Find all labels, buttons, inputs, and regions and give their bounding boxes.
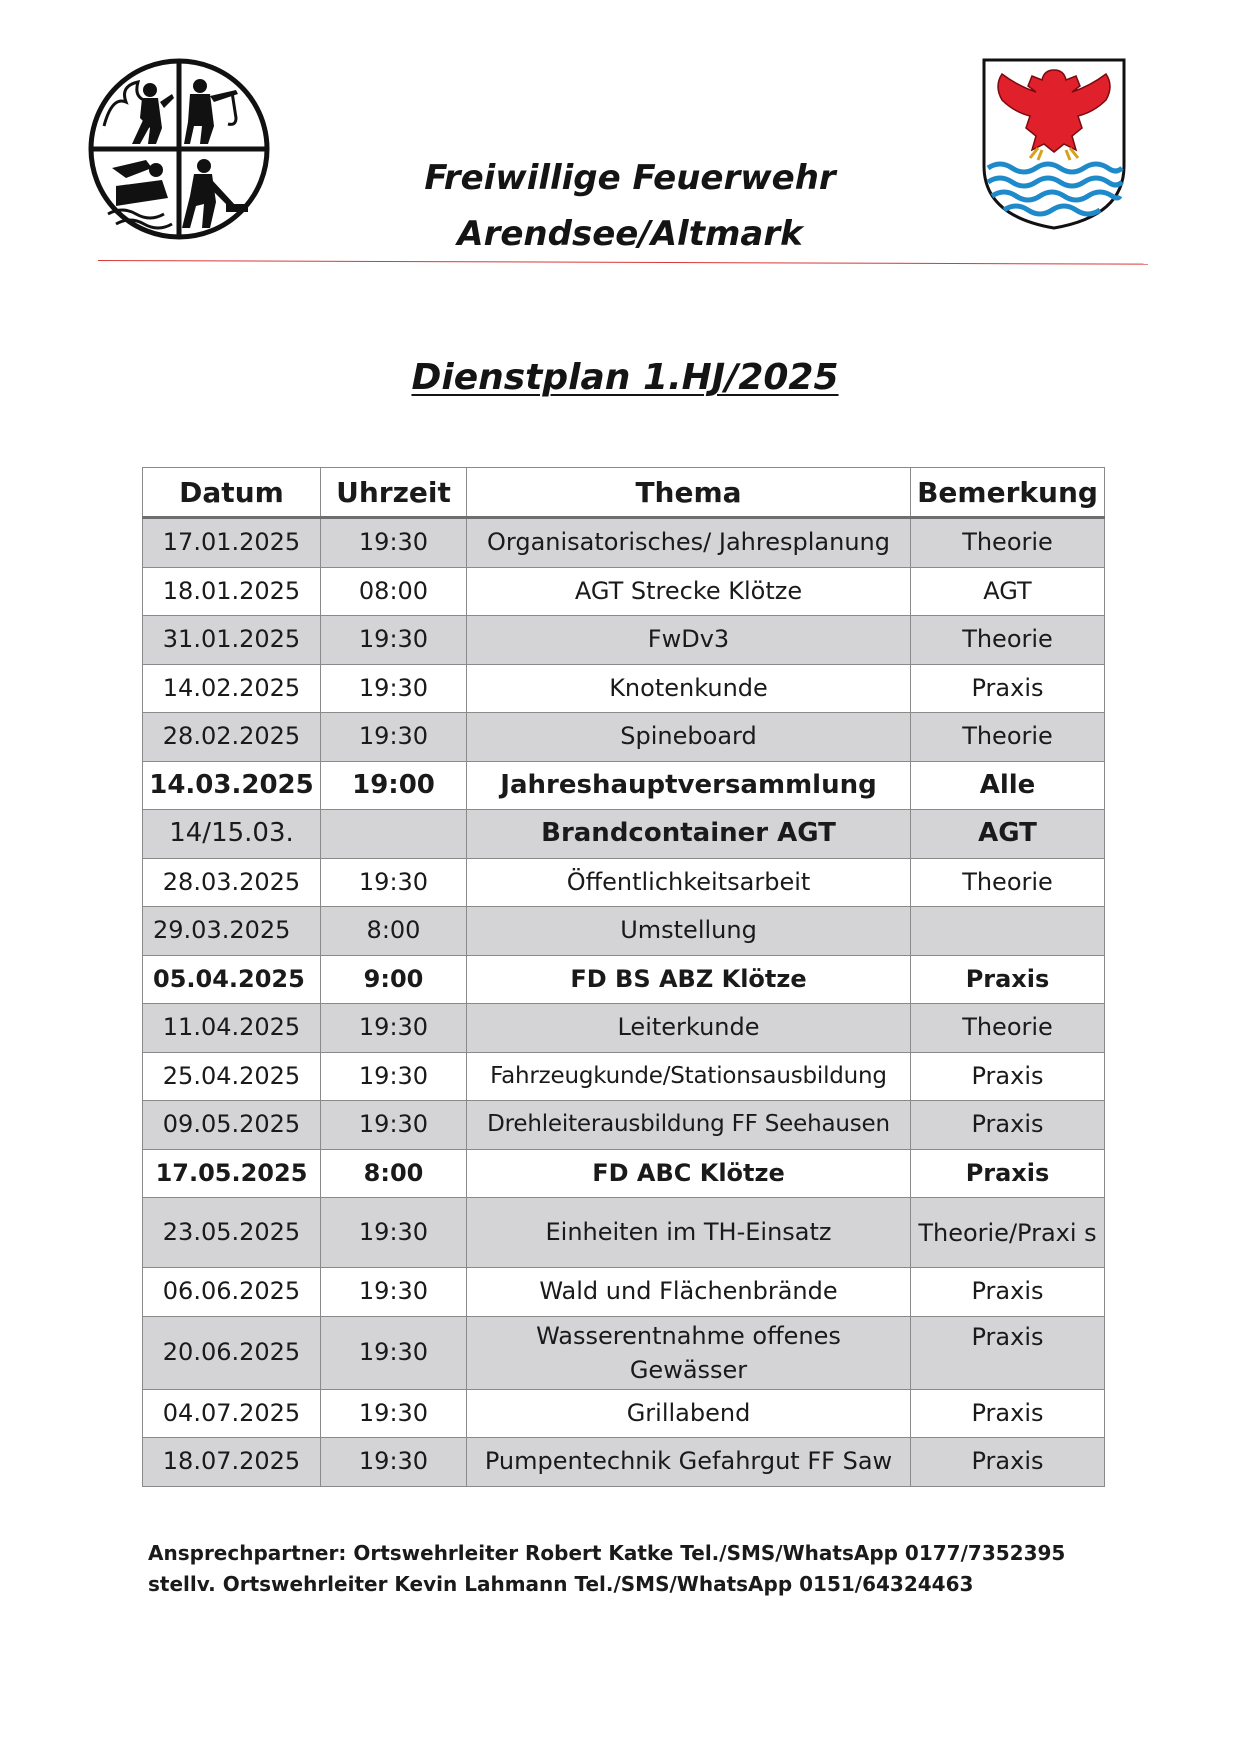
cell-bemerkung: Praxis xyxy=(911,1316,1105,1389)
cell-bemerkung: Alle xyxy=(911,761,1105,810)
cell-datum: 05.04.2025 xyxy=(143,955,321,1004)
cell-bemerkung: AGT xyxy=(911,567,1105,616)
table-row xyxy=(143,518,1105,568)
cell-datum: 18.01.2025 xyxy=(143,567,321,616)
cell-bemerkung: Praxis xyxy=(911,1052,1105,1101)
coat-of-arms-logo xyxy=(980,56,1128,232)
cell-thema: Umstellung xyxy=(467,907,911,956)
cell-datum: 28.02.2025 xyxy=(143,713,321,762)
cell-thema: Leiterkunde xyxy=(467,1004,911,1053)
cell-datum: 20.06.2025 xyxy=(143,1316,321,1389)
col-header-bemerkung: Bemerkung xyxy=(911,468,1105,518)
table-row xyxy=(143,1316,1105,1389)
cell-datum: 28.03.2025 xyxy=(143,858,321,907)
fire-brigade-emblem-logo xyxy=(86,56,272,242)
cell-uhrzeit xyxy=(321,810,467,859)
cell-bemerkung: Praxis xyxy=(911,1101,1105,1150)
cell-thema: Einheiten im TH-Einsatz xyxy=(467,1198,911,1268)
cell-thema: Grillabend xyxy=(467,1389,911,1438)
cell-datum: 14.02.2025 xyxy=(143,664,321,713)
cell-datum: 29.03.2025 xyxy=(143,907,321,956)
col-header-datum: Datum xyxy=(143,468,321,518)
cell-datum: 17.01.2025 xyxy=(143,518,321,568)
table-row xyxy=(143,810,1105,859)
col-header-thema: Thema xyxy=(467,468,911,518)
cell-thema: Knotenkunde xyxy=(467,664,911,713)
cell-datum: 17.05.2025 xyxy=(143,1149,321,1198)
cell-uhrzeit: 19:30 xyxy=(321,1438,467,1487)
cell-bemerkung: Theorie xyxy=(911,858,1105,907)
header-divider xyxy=(98,260,1148,265)
cell-uhrzeit: 8:00 xyxy=(321,907,467,956)
cell-thema: Öffentlichkeitsarbeit xyxy=(467,858,911,907)
table-row xyxy=(143,1198,1105,1268)
cell-datum: 04.07.2025 xyxy=(143,1389,321,1438)
cell-uhrzeit: 19:30 xyxy=(321,1004,467,1053)
cell-thema: Brandcontainer AGT xyxy=(467,810,911,859)
cell-datum: 18.07.2025 xyxy=(143,1438,321,1487)
cell-uhrzeit: 9:00 xyxy=(321,955,467,1004)
cell-thema: FwDv3 xyxy=(467,616,911,665)
cell-datum: 06.06.2025 xyxy=(143,1268,321,1317)
contact-line-leader: Ansprechpartner: Ortswehrleiter Robert Katke Tel./SMS/WhatsApp 0177/7352395 xyxy=(148,1541,1066,1565)
cell-bemerkung: Praxis xyxy=(911,1149,1105,1198)
table-row xyxy=(143,664,1105,713)
cell-datum: 25.04.2025 xyxy=(143,1052,321,1101)
table-row xyxy=(143,858,1105,907)
table-row xyxy=(143,1268,1105,1317)
table-row xyxy=(143,1004,1105,1053)
cell-thema: Jahreshauptversammlung xyxy=(467,761,911,810)
cell-bemerkung: Praxis xyxy=(911,1438,1105,1487)
cell-thema: Fahrzeugkunde/Stationsausbildung xyxy=(467,1052,911,1101)
cell-uhrzeit: 19:30 xyxy=(321,1052,467,1101)
cell-bemerkung: Theorie xyxy=(911,518,1105,568)
table-row xyxy=(143,761,1105,810)
table-row xyxy=(143,1389,1105,1438)
cell-thema: Wasserentnahme offenes Gewässer xyxy=(467,1316,911,1389)
cell-datum: 11.04.2025 xyxy=(143,1004,321,1053)
cell-datum: 23.05.2025 xyxy=(143,1198,321,1268)
table-row xyxy=(143,1438,1105,1487)
cell-uhrzeit: 19:30 xyxy=(321,1198,467,1268)
cell-datum: 14.03.2025 xyxy=(143,761,321,810)
table-row xyxy=(143,713,1105,762)
table-row xyxy=(143,1149,1105,1198)
cell-uhrzeit: 19:00 xyxy=(321,761,467,810)
cell-uhrzeit: 19:30 xyxy=(321,1316,467,1389)
cell-thema: Wald und Flächenbrände xyxy=(467,1268,911,1317)
cell-bemerkung: Theorie/Praxi s xyxy=(911,1198,1105,1268)
cell-uhrzeit: 19:30 xyxy=(321,616,467,665)
table-row xyxy=(143,1052,1105,1101)
org-name-line2: Arendsee/Altmark xyxy=(457,214,803,254)
cell-thema: Drehleiterausbildung FF Seehausen xyxy=(467,1101,911,1150)
cell-datum: 09.05.2025 xyxy=(143,1101,321,1150)
table-row xyxy=(143,1101,1105,1150)
table-row xyxy=(143,955,1105,1004)
cell-datum: 14/15.03. xyxy=(143,810,321,859)
cell-thema: Pumpentechnik Gefahrgut FF Saw xyxy=(467,1438,911,1487)
cell-bemerkung xyxy=(911,907,1105,956)
cell-thema: Organisatorisches/ Jahresplanung xyxy=(467,518,911,568)
cell-bemerkung: Praxis xyxy=(911,1268,1105,1317)
cell-thema: FD BS ABZ Klötze xyxy=(467,955,911,1004)
cell-bemerkung: Praxis xyxy=(911,1389,1105,1438)
cell-bemerkung: Theorie xyxy=(911,616,1105,665)
cell-bemerkung: AGT xyxy=(911,810,1105,859)
cell-uhrzeit: 19:30 xyxy=(321,713,467,762)
table-header-row xyxy=(143,468,1105,518)
table-row xyxy=(143,616,1105,665)
org-name-line1: Freiwillige Feuerwehr xyxy=(424,158,836,198)
cell-uhrzeit: 19:30 xyxy=(321,664,467,713)
cell-bemerkung: Praxis xyxy=(911,955,1105,1004)
cell-uhrzeit: 19:30 xyxy=(321,518,467,568)
cell-uhrzeit: 19:30 xyxy=(321,1268,467,1317)
cell-bemerkung: Theorie xyxy=(911,1004,1105,1053)
cell-uhrzeit: 08:00 xyxy=(321,567,467,616)
cell-thema: FD ABC Klötze xyxy=(467,1149,911,1198)
cell-thema: Spineboard xyxy=(467,713,911,762)
table-row xyxy=(143,907,1105,956)
table-row xyxy=(143,567,1105,616)
cell-uhrzeit: 19:30 xyxy=(321,1101,467,1150)
duty-schedule-table xyxy=(142,467,1105,1487)
cell-uhrzeit: 8:00 xyxy=(321,1149,467,1198)
cell-uhrzeit: 19:30 xyxy=(321,1389,467,1438)
contact-info xyxy=(148,1538,1148,1600)
contact-line-deputy: stellv. Ortswehrleiter Kevin Lahmann Tel./SMS/WhatsApp 0151/64324463 xyxy=(148,1572,974,1596)
cell-datum: 31.01.2025 xyxy=(143,616,321,665)
page-title: Dienstplan 1.HJ/2025 xyxy=(411,357,839,398)
cell-bemerkung: Praxis xyxy=(911,664,1105,713)
col-header-uhrzeit: Uhrzeit xyxy=(321,468,467,518)
cell-bemerkung: Theorie xyxy=(911,713,1105,762)
cell-uhrzeit: 19:30 xyxy=(321,858,467,907)
cell-thema: AGT Strecke Klötze xyxy=(467,567,911,616)
